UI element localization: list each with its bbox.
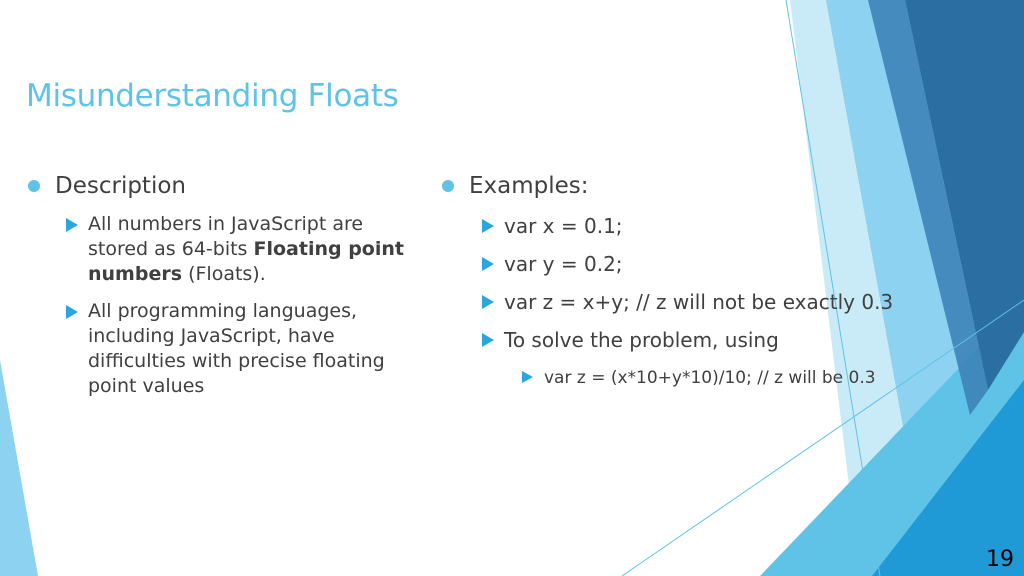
description-item-floats-bold: Floating point numbers <box>88 238 404 285</box>
page-number: 19 <box>986 547 1014 572</box>
arrow-bullet-icon <box>482 295 494 309</box>
arrow-bullet-icon <box>522 371 533 383</box>
description-item-floats-text-post: (Floats). <box>182 263 266 285</box>
description-heading-item <box>28 170 418 202</box>
description-column <box>28 170 418 399</box>
bullet-dot-icon <box>28 180 40 192</box>
example-item-text: To solve the problem, using <box>504 328 779 352</box>
example-subitem-text: var z = (x*10+y*10)/10; // z will be 0.3 <box>544 368 876 388</box>
description-item-precision-text: All programming languages, including JavaScript, have difficulties with precise floating point values <box>88 300 385 397</box>
arrow-bullet-icon <box>66 305 78 319</box>
example-item-text: var y = 0.2; <box>504 252 623 276</box>
arrow-bullet-icon <box>482 219 494 233</box>
example-subitem <box>442 366 962 390</box>
arrow-bullet-icon <box>482 257 494 271</box>
examples-column <box>442 170 962 390</box>
example-item <box>442 326 962 354</box>
arrow-bullet-icon <box>482 333 494 347</box>
description-heading: Description <box>55 173 186 199</box>
description-item-floats <box>28 212 418 287</box>
example-item <box>442 212 962 240</box>
bullet-dot-icon <box>442 180 454 192</box>
arrow-bullet-icon <box>66 218 78 232</box>
slide-title: Misunderstanding Floats <box>26 78 399 114</box>
example-item-text: var z = x+y; // z will not be exactly 0.3 <box>504 290 894 314</box>
example-item <box>442 250 962 278</box>
example-item-text: var x = 0.1; <box>504 214 623 238</box>
examples-heading-item <box>442 170 962 202</box>
description-item-precision <box>28 299 418 399</box>
example-item <box>442 288 962 316</box>
examples-heading: Examples: <box>469 173 589 199</box>
description-item-floats-text-pre: All numbers in JavaScript are stored as 64-bits <box>88 213 364 260</box>
